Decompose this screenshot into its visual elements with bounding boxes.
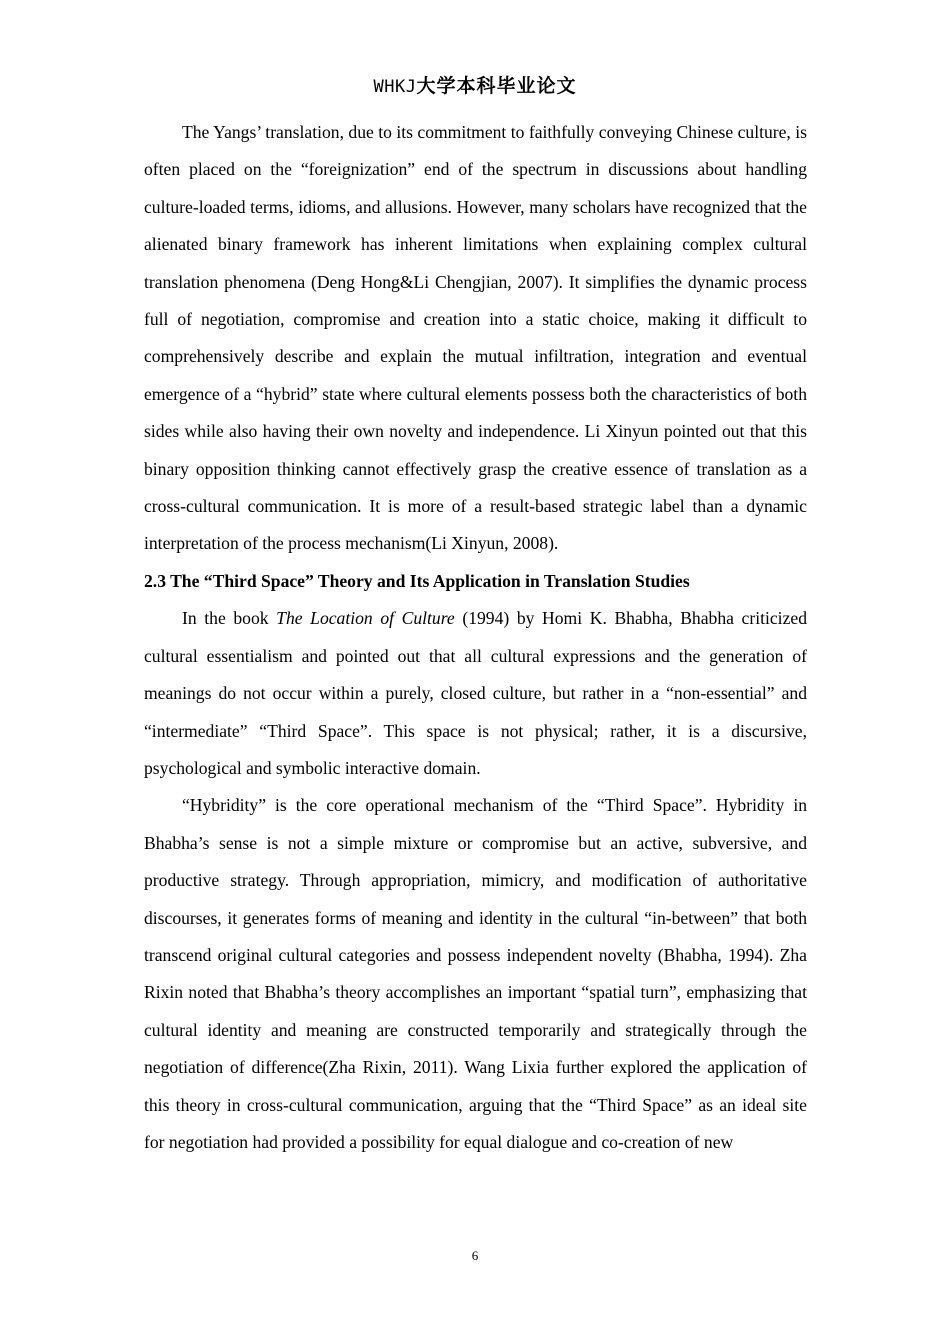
paragraph-2: [144, 600, 807, 787]
running-header: [0, 74, 950, 100]
paragraph-2-lead: In the book: [182, 608, 277, 629]
paragraph-3: “Hybridity” is the core operational mechanism of the “Third Space”. Hybridity in Bhabha’s sense is not a simple mixture or compromise but an active, subversive, and productive strategy. Through appropriation, mimicry, and modification of authoritative discourses, it generates forms of meaning and identity in the cultural “in-between” that both transcend original cultural categories and possess independent novelty (Bhabha, 1994). Zha Rixin noted that Bhabha’s theory accomplishes an important “spatial turn”, emphasizing that cultural identity and meaning are constructed temporarily and strategically through the negotiation of difference(Zha Rixin, 2011). Wang Lixia further explored the application of this theory in cross-cultural communication, arguing that the “Third Space” as an ideal site for negotiation had provided a possibility for equal dialogue and co-creation of new: [144, 795, 807, 1152]
body-text: [144, 114, 807, 1161]
paragraph-2-rest: (1994) by Homi K. Bhabha, Bhabha criticized cultural essentialism and pointed out that all cultural expressions and the generation of meanings do not occur within a purely, closed culture, but rather in a “non-essential” and “intermediate” “Third Space”. This space is not physical; rather, it is a discursive, psychological and symbolic interactive domain.: [144, 608, 807, 778]
page-number: 6: [471, 1248, 479, 1263]
paragraph-1: The Yangs’ translation, due to its commitment to faithfully conveying Chinese culture, is often placed on the “foreignization” end of the spectrum in discussions about handling culture-loaded terms, idioms, and allusions. However, many scholars have recognized that the alienated binary framework has inherent limitations when explaining complex cultural translation phenomena (Deng Hong&Li Chengjian, 2007). It simplifies the dynamic process full of negotiation, compromise and creation into a static choice, making it difficult to comprehensively describe and explain the mutual infiltration, integration and eventual emergence of a “hybrid” state where cultural elements possess both the characteristics of both sides while also having their own novelty and independence. Li Xinyun pointed out that this binary opposition thinking cannot effectively grasp the creative essence of translation as a cross-cultural communication. It is more of a result-based strategic label than a dynamic interpretation of the process mechanism(Li Xinyun, 2008).: [144, 122, 807, 554]
book-title: The Location of Culture: [276, 608, 455, 629]
section-heading: 2.3 The “Third Space” Theory and Its Application in Translation Studies: [144, 570, 690, 591]
header-prefix: WHKJ: [373, 77, 417, 97]
header-title: 大学本科毕业论文: [416, 76, 577, 97]
